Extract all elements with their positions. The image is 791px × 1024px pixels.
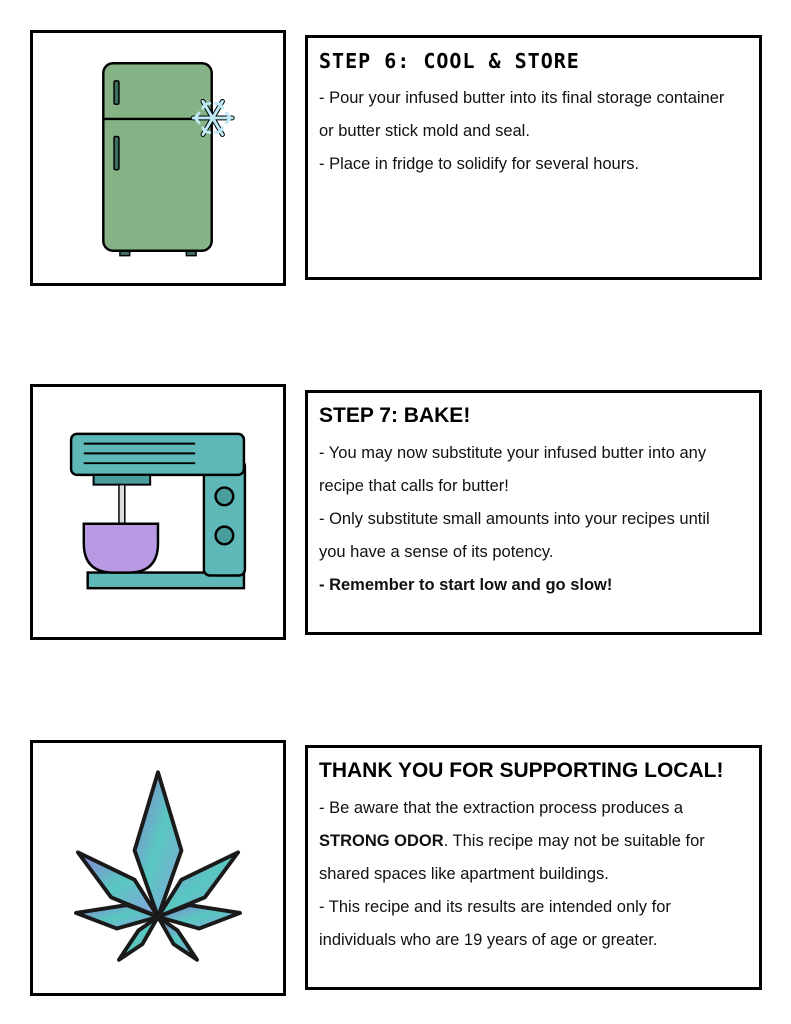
mixer-image-frame <box>30 384 286 640</box>
step-7-line: - Only substitute small amounts into your recipes until <box>319 510 710 528</box>
step-7-card <box>305 390 762 635</box>
step-7-closing-prefix: - <box>319 576 330 594</box>
step-6-line: - Place in fridge to solidify for several hours. <box>319 155 640 173</box>
leaf-image-frame <box>30 740 286 996</box>
refrigerator-with-snowflake-icon <box>33 33 283 283</box>
thank-you-line: - Be aware that the extraction process produces a <box>319 799 684 817</box>
fridge-image-frame <box>30 30 286 286</box>
cannabis-leaf-icon <box>33 743 283 993</box>
thank-you-line-with-bold <box>319 825 749 858</box>
step-6-card <box>305 35 762 280</box>
step-7-line: recipe that calls for butter! <box>319 477 509 495</box>
thank-you-title: THANK YOU FOR SUPPORTING LOCAL! <box>319 759 724 782</box>
step-7-closing <box>319 569 749 602</box>
thank-you-card <box>305 745 762 990</box>
step-7-line: - You may now substitute your infused butter into any <box>319 444 707 462</box>
step-6-title: STEP 6: COOL & STORE <box>319 49 580 73</box>
thank-you-line: - This recipe and its results are intended only for <box>319 898 671 916</box>
step-7-line: you have a sense of its potency. <box>319 543 554 561</box>
strong-odor-text: STRONG ODOR <box>319 832 444 850</box>
step-7-closing-bold: Remember to start low and go slow! <box>329 576 613 594</box>
after-bold-text: . This recipe may not be suitable for <box>443 832 705 850</box>
step-7-title: STEP 7: BAKE! <box>319 404 471 427</box>
thank-you-line: individuals who are 19 years of age or greater. <box>319 931 658 949</box>
step-6-line: - Pour your infused butter into its final storage container <box>319 89 725 107</box>
thank-you-line: shared spaces like apartment buildings. <box>319 865 609 883</box>
stand-mixer-icon <box>33 387 283 637</box>
step-6-line: or butter stick mold and seal. <box>319 122 530 140</box>
